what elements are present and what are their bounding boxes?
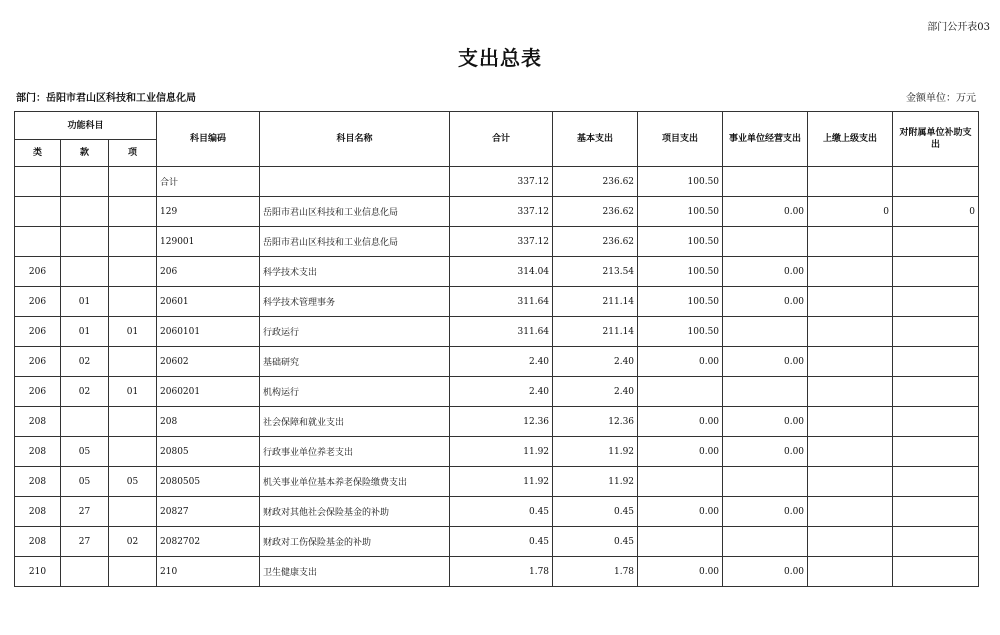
cell-xiang: [109, 197, 157, 227]
cell-lei: 208: [15, 407, 61, 437]
cell-basic: 211.14: [553, 317, 638, 347]
cell-business: 0.00: [723, 497, 808, 527]
cell-kuan: 27: [61, 497, 109, 527]
cell-upper: [808, 287, 893, 317]
cell-kuan: [61, 557, 109, 587]
cell-xiang: 01: [109, 317, 157, 347]
cell-lei: 206: [15, 257, 61, 287]
cell-basic: 12.36: [553, 407, 638, 437]
cell-basic: 1.78: [553, 557, 638, 587]
header-xiang: 项: [109, 140, 157, 167]
cell-business: [723, 227, 808, 257]
cell-xiang: [109, 497, 157, 527]
cell-kuan: 01: [61, 287, 109, 317]
cell-business: [723, 377, 808, 407]
cell-lei: 206: [15, 377, 61, 407]
table-row: [15, 257, 979, 287]
table-row: [15, 497, 979, 527]
cell-total: 314.04: [450, 257, 553, 287]
cell-subsidy: [893, 527, 979, 557]
cell-basic: 236.62: [553, 197, 638, 227]
cell-business: 0.00: [723, 407, 808, 437]
header-lei: 类: [15, 140, 61, 167]
cell-upper: [808, 527, 893, 557]
cell-xiang: [109, 287, 157, 317]
cell-xiang: 02: [109, 527, 157, 557]
cell-upper: [808, 167, 893, 197]
cell-xiang: [109, 557, 157, 587]
table-row: [15, 527, 979, 557]
cell-name: 基础研究: [260, 347, 450, 377]
cell-basic: 11.92: [553, 437, 638, 467]
cell-subsidy: 0: [893, 197, 979, 227]
cell-basic: 2.40: [553, 347, 638, 377]
cell-kuan: 05: [61, 437, 109, 467]
cell-name: 行政事业单位养老支出: [260, 437, 450, 467]
cell-subsidy: [893, 257, 979, 287]
cell-name: 社会保障和就业支出: [260, 407, 450, 437]
cell-subsidy: [893, 287, 979, 317]
cell-project: [638, 377, 723, 407]
cell-code: 20601: [157, 287, 260, 317]
cell-code: 2082702: [157, 527, 260, 557]
cell-project: 0.00: [638, 347, 723, 377]
amount-unit-label: 金额单位：万元: [906, 93, 976, 104]
table-row: [15, 557, 979, 587]
expenditure-table: [14, 111, 979, 587]
cell-lei: 208: [15, 527, 61, 557]
cell-name: [260, 167, 450, 197]
cell-code: 2060201: [157, 377, 260, 407]
cell-basic: 211.14: [553, 287, 638, 317]
cell-upper: [808, 347, 893, 377]
cell-upper: [808, 497, 893, 527]
cell-total: 311.64: [450, 287, 553, 317]
cell-lei: [15, 227, 61, 257]
cell-lei: 206: [15, 347, 61, 377]
cell-business: [723, 467, 808, 497]
cell-xiang: [109, 227, 157, 257]
cell-name: 机关事业单位基本养老保险缴费支出: [260, 467, 450, 497]
cell-code: 合计: [157, 167, 260, 197]
cell-project: 100.50: [638, 257, 723, 287]
cell-code: 20827: [157, 497, 260, 527]
cell-total: 311.64: [450, 317, 553, 347]
cell-lei: 208: [15, 467, 61, 497]
table-body: [15, 167, 979, 587]
cell-kuan: [61, 197, 109, 227]
table-row: [15, 467, 979, 497]
cell-name: 科学技术支出: [260, 257, 450, 287]
cell-lei: 210: [15, 557, 61, 587]
cell-lei: [15, 167, 61, 197]
cell-upper: [808, 257, 893, 287]
table-row: [15, 197, 979, 227]
cell-upper: 0: [808, 197, 893, 227]
cell-upper: [808, 407, 893, 437]
cell-code: 2080505: [157, 467, 260, 497]
cell-project: 0.00: [638, 497, 723, 527]
cell-upper: [808, 317, 893, 347]
cell-name: 岳阳市君山区科技和工业信息化局: [260, 197, 450, 227]
header-func-group: 功能科目: [15, 112, 157, 140]
cell-project: 0.00: [638, 557, 723, 587]
cell-upper: [808, 437, 893, 467]
cell-basic: 236.62: [553, 227, 638, 257]
cell-basic: 236.62: [553, 167, 638, 197]
cell-upper: [808, 227, 893, 257]
cell-project: 100.50: [638, 287, 723, 317]
cell-total: 11.92: [450, 467, 553, 497]
cell-xiang: 01: [109, 377, 157, 407]
cell-basic: 2.40: [553, 377, 638, 407]
cell-code: 20805: [157, 437, 260, 467]
cell-subsidy: [893, 437, 979, 467]
cell-kuan: 27: [61, 527, 109, 557]
page-title: 支出总表: [458, 46, 542, 70]
cell-project: 100.50: [638, 167, 723, 197]
cell-project: 0.00: [638, 407, 723, 437]
header-name: 科目名称: [260, 112, 450, 167]
cell-business: [723, 317, 808, 347]
header-code: 科目编码: [157, 112, 260, 167]
form-code: 部门公开表03: [927, 22, 990, 33]
cell-total: 0.45: [450, 527, 553, 557]
cell-kuan: [61, 257, 109, 287]
cell-kuan: [61, 407, 109, 437]
cell-kuan: 01: [61, 317, 109, 347]
table-row: [15, 317, 979, 347]
cell-xiang: 05: [109, 467, 157, 497]
header-subsidy: 对附属单位补助支出: [893, 112, 979, 167]
cell-total: 2.40: [450, 347, 553, 377]
cell-total: 12.36: [450, 407, 553, 437]
cell-name: 科学技术管理事务: [260, 287, 450, 317]
cell-basic: 11.92: [553, 467, 638, 497]
cell-business: 0.00: [723, 287, 808, 317]
cell-business: 0.00: [723, 197, 808, 227]
header-business: 事业单位经营支出: [723, 112, 808, 167]
header-total: 合计: [450, 112, 553, 167]
cell-subsidy: [893, 227, 979, 257]
cell-xiang: [109, 407, 157, 437]
cell-project: 0.00: [638, 437, 723, 467]
cell-kuan: [61, 167, 109, 197]
cell-lei: 206: [15, 317, 61, 347]
cell-kuan: 02: [61, 347, 109, 377]
table-row: [15, 167, 979, 197]
cell-lei: 208: [15, 437, 61, 467]
cell-project: 100.50: [638, 317, 723, 347]
cell-name: 卫生健康支出: [260, 557, 450, 587]
cell-upper: [808, 377, 893, 407]
cell-subsidy: [893, 407, 979, 437]
cell-business: [723, 527, 808, 557]
cell-project: [638, 527, 723, 557]
cell-upper: [808, 557, 893, 587]
cell-kuan: 02: [61, 377, 109, 407]
cell-total: 337.12: [450, 227, 553, 257]
cell-subsidy: [893, 377, 979, 407]
cell-kuan: 05: [61, 467, 109, 497]
cell-subsidy: [893, 557, 979, 587]
cell-total: 337.12: [450, 197, 553, 227]
cell-kuan: [61, 227, 109, 257]
cell-total: 0.45: [450, 497, 553, 527]
header-basic: 基本支出: [553, 112, 638, 167]
header-kuan: 款: [61, 140, 109, 167]
cell-code: 129: [157, 197, 260, 227]
cell-code: 20602: [157, 347, 260, 377]
cell-lei: 206: [15, 287, 61, 317]
cell-xiang: [109, 257, 157, 287]
cell-code: 208: [157, 407, 260, 437]
cell-basic: 0.45: [553, 497, 638, 527]
cell-project: 100.50: [638, 227, 723, 257]
cell-total: 1.78: [450, 557, 553, 587]
cell-business: 0.00: [723, 347, 808, 377]
header-upper: 上缴上级支出: [808, 112, 893, 167]
cell-basic: 213.54: [553, 257, 638, 287]
cell-upper: [808, 467, 893, 497]
cell-xiang: [109, 437, 157, 467]
table-row: [15, 227, 979, 257]
cell-code: 210: [157, 557, 260, 587]
header-project: 项目支出: [638, 112, 723, 167]
cell-total: 11.92: [450, 437, 553, 467]
cell-subsidy: [893, 497, 979, 527]
table-row: [15, 437, 979, 467]
cell-business: [723, 167, 808, 197]
table-row: [15, 407, 979, 437]
cell-business: 0.00: [723, 257, 808, 287]
cell-subsidy: [893, 317, 979, 347]
cell-name: 财政对其他社会保险基金的补助: [260, 497, 450, 527]
department-label: 部门：岳阳市君山区科技和工业信息化局: [16, 93, 196, 104]
cell-xiang: [109, 167, 157, 197]
cell-xiang: [109, 347, 157, 377]
cell-subsidy: [893, 347, 979, 377]
cell-basic: 0.45: [553, 527, 638, 557]
cell-project: [638, 467, 723, 497]
cell-name: 机构运行: [260, 377, 450, 407]
cell-subsidy: [893, 467, 979, 497]
cell-name: 岳阳市君山区科技和工业信息化局: [260, 227, 450, 257]
cell-name: 财政对工伤保险基金的补助: [260, 527, 450, 557]
cell-total: 2.40: [450, 377, 553, 407]
cell-lei: [15, 197, 61, 227]
cell-lei: 208: [15, 497, 61, 527]
cell-name: 行政运行: [260, 317, 450, 347]
table-row: [15, 347, 979, 377]
cell-business: 0.00: [723, 557, 808, 587]
cell-subsidy: [893, 167, 979, 197]
cell-code: 2060101: [157, 317, 260, 347]
table-row: [15, 377, 979, 407]
cell-code: 129001: [157, 227, 260, 257]
table-row: [15, 287, 979, 317]
cell-total: 337.12: [450, 167, 553, 197]
cell-business: 0.00: [723, 437, 808, 467]
cell-code: 206: [157, 257, 260, 287]
cell-project: 100.50: [638, 197, 723, 227]
